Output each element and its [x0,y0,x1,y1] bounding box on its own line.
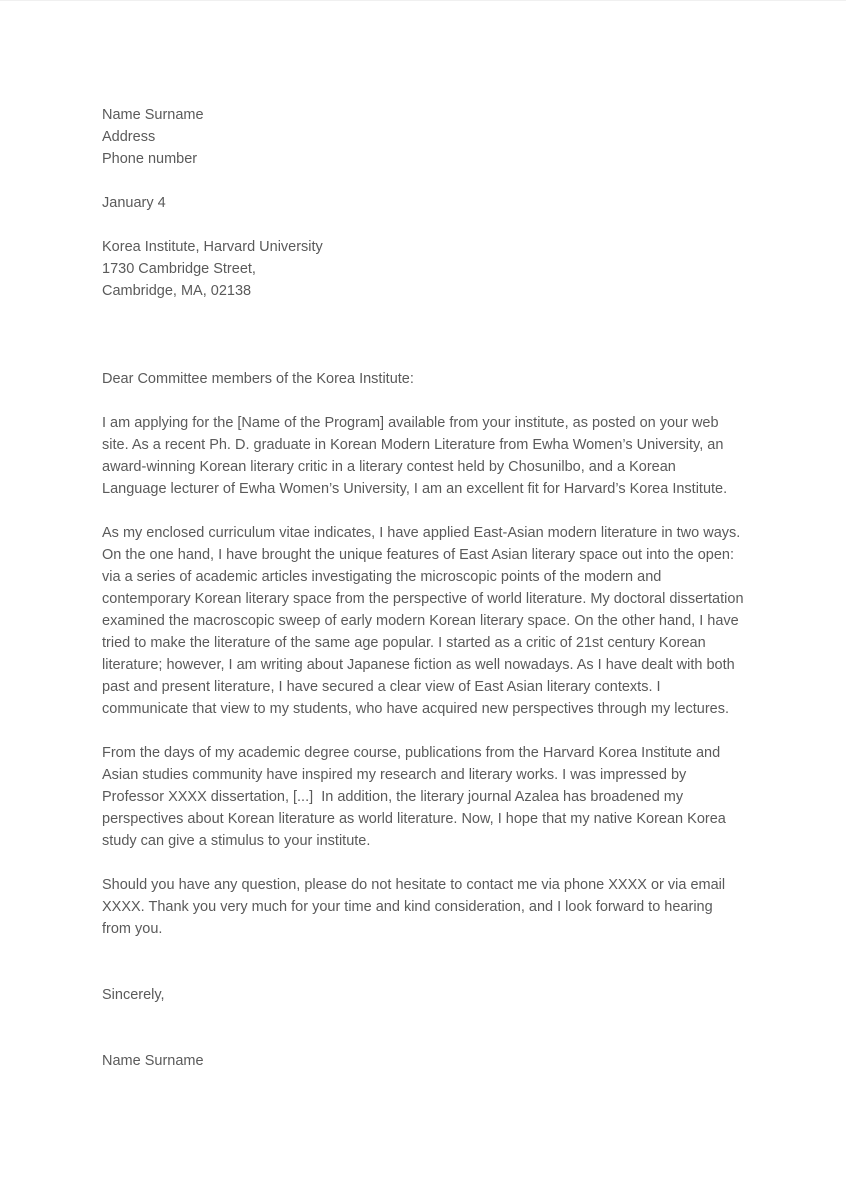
body-paragraph-2: As my enclosed curriculum vitae indicates, I have applied East-Asian modern literature in two ways. On the one hand, I have brought the unique features of East Asian literary space out into the open: via a series of academic articles investigating the microscopic points of the modern and contemporary Korean literary space from the perspective of world literature. My doctoral dissertation examined the macroscopic sweep of early modern Korean literary space. On the other hand, I have tried to make the literature of the same age popular. I started as a critic of 21st century Korean literature; however, I am writing about Japanese fiction as well nowadays. As I have dealt with both past and present literature, I have secured a clear view of East Asian literary contexts. I communicate that view to my students, who have acquired new perspectives through my lectures. [102,525,748,717]
date-block [102,192,744,214]
recipient-street: 1730 Cambridge Street, [102,261,256,277]
body-paragraph-3: From the days of my academic degree course, publications from the Harvard Korea Institute and Asian studies community have inspired my research and literary works. I was impressed by Professor XXXX dissertation, [...] In addition, the literary journal Azalea has broadened my perspectives about Korean literature as world literature. Now, I hope that my native Korean Korea study can give a stimulus to your institute. [102,745,730,849]
spacer [102,500,744,522]
recipient-institution: Korea Institute, Harvard University [102,239,323,255]
sender-address: Address [102,129,156,145]
sender-block [102,104,744,170]
spacer [102,852,744,874]
spacer [102,940,744,984]
spacer [102,390,744,412]
sender-phone: Phone number [102,151,198,167]
spacer [102,302,744,368]
recipient-city-state-zip: Cambridge, MA, 02138 [102,283,252,299]
spacer [102,170,744,192]
spacer [102,1006,744,1050]
letter-body [102,104,748,1072]
spacer [102,720,744,742]
letter-date: January 4 [102,195,166,211]
recipient-block [102,236,744,302]
spacer [102,214,744,236]
body-paragraph-1: I am applying for the [Name of the Program] available from your institute, as posted on your web site. As a recent Ph. D. graduate in Korean Modern Literature from Ewha Women’s University, an award-winning Korean literary critic in a literary contest held by Chosunilbo, and a Korean Language lecturer of Ewha Women’s University, I am an excellent fit for Harvard’s Korea Institute. [102,415,728,497]
body-paragraph-4: Should you have any question, please do not hesitate to contact me via phone XXXX or via email XXXX. Thank you very much for your time and kind consideration, and I look forward to hearing from you. [102,877,730,937]
sender-name: Name Surname [102,107,204,123]
valediction: Sincerely, [102,987,165,1003]
signature-name: Name Surname [102,1053,204,1069]
salutation: Dear Committee members of the Korea Institute: [102,371,414,387]
